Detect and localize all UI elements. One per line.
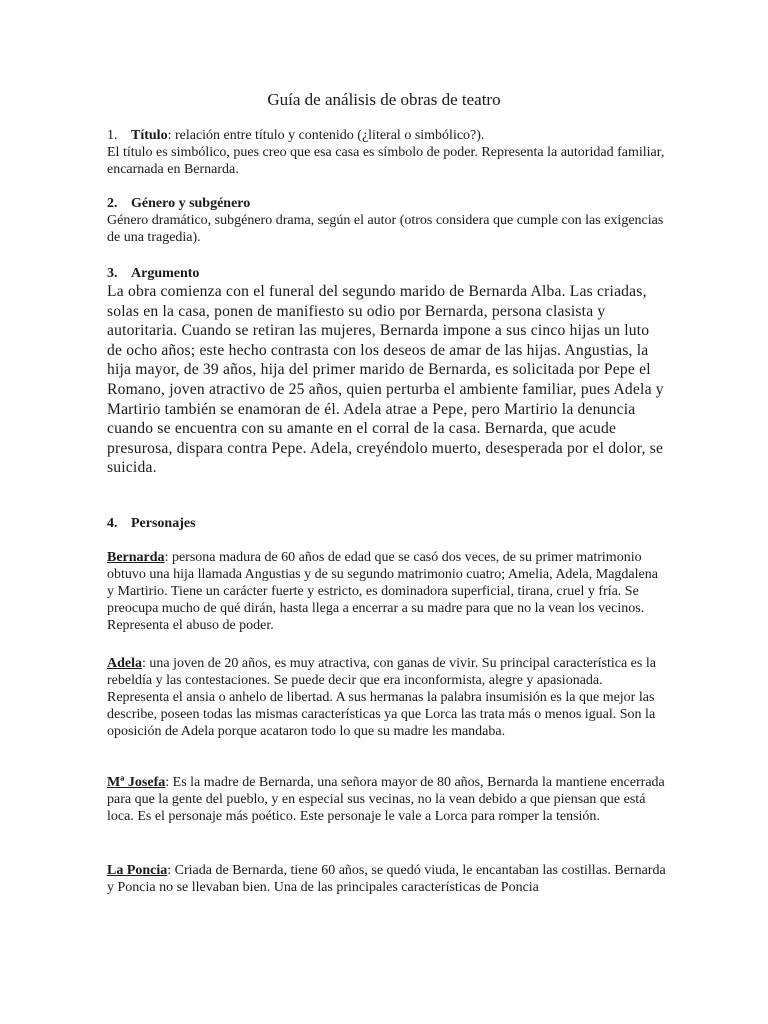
character-name: Mª Josefa <box>107 775 166 790</box>
section-number: 2. <box>107 196 118 211</box>
document-title: Guía de análisis de obras de teatro <box>267 90 501 109</box>
section-heading-line <box>107 127 667 144</box>
character-description: : Criada de Bernarda, tiene 60 años, se quedó viuda, le encantaban las costillas. Bernarda y Poncia no se llevaban bien. Una de las principales características de Poncia <box>107 863 666 895</box>
section-heading: Título <box>131 128 168 143</box>
section-heading: Género y subgénero <box>131 196 251 211</box>
section-body: El título es simbólico, pues creo que esa casa es símbolo de poder. Representa la autoridad familiar, encarnada en Bernarda. <box>107 145 665 177</box>
character-description: : persona madura de 60 años de edad que se casó dos veces, de su primer matrimonio obtuvo una hija llamada Angustias y de su segundo matrimonio cuatro; Amelia, Adela, Magdalena y Martirio. Tiene un carácter fuerte y estricto, es dominadora superficial, tirana, cruel y fría. Se preocupa mucho de qué dirán, hasta llega a encerrar a su madre para que no la vean los vecinos. Representa el abuso de poder. <box>107 550 658 633</box>
section-heading-line <box>107 265 667 282</box>
section-genero <box>107 195 667 246</box>
character-ma-josefa <box>107 774 667 825</box>
character-adela <box>107 655 667 740</box>
section-heading-line <box>107 515 667 532</box>
section-titulo <box>107 127 667 178</box>
section-heading: Personajes <box>131 516 196 531</box>
character-description: : una joven de 20 años, es muy atractiva, con ganas de vivir. Su principal característica es la rebeldía y las contestaciones. Se puede decir que era inconformista, alegre y apasionada. Representa el ansia o anhelo de libertad. A sus hermanas la palabra insumisión es la que mejor las describe, poseen todas las mismas características ya que Lorca las trata más o menos igual. Son la oposición de Adela porque acataron todo lo que su madre les mandaba. <box>107 656 656 739</box>
character-name: Adela <box>107 656 142 671</box>
character-name: La Poncia <box>107 863 168 878</box>
section-personajes <box>107 515 667 532</box>
section-body: La obra comienza con el funeral del segundo marido de Bernarda Alba. Las criadas, solas en la casa, ponen de manifiesto su odio por Bernarda, persona clasista y autoritaria. Cuando se retiran las mujeres, Bernarda impone a sus cinco hijas un luto de ocho años; este hecho contrasta con los deseos de amar de las hijas. Angustias, la hija mayor, de 39 años, hija del primer marido de Bernarda, es solicitada por Pepe el Romano, joven atractivo de 25 años, quien perturba el ambiente familiar, pues Adela y Martirio también se enamoran de él. Adela atrae a Pepe, pero Martirio la denuncia cuando se encuentra con su amante en el corral de la casa. Bernarda, que acude presurosa, dispara contra Pepe. Adela, creyéndolo muerto, desesperada por el dolor, se suicida. <box>107 283 664 477</box>
character-description: : Es la madre de Bernarda, una señora mayor de 80 años, Bernarda la mantiene encerrada para que la gente del pueblo, y en especial sus vecinas, no la vean debido a que piensan que está loca. Es el personaje más poético. Este personaje le vale a Lorca para romper la tensión. <box>107 775 665 824</box>
section-heading-line <box>107 195 667 212</box>
section-number: 3. <box>107 266 118 281</box>
section-body: Género dramático, subgénero drama, según el autor (otros considera que cumple con las exigencias de una tragedia). <box>107 213 664 245</box>
section-heading: Argumento <box>131 266 200 281</box>
section-number: 4. <box>107 516 118 531</box>
section-argumento <box>107 265 667 478</box>
character-bernarda <box>107 549 667 634</box>
section-heading-suffix: : relación entre título y contenido (¿literal o simbólico?). <box>167 128 485 143</box>
character-name: Bernarda <box>107 550 165 565</box>
section-number: 1. <box>107 128 118 143</box>
character-la-poncia <box>107 862 667 896</box>
